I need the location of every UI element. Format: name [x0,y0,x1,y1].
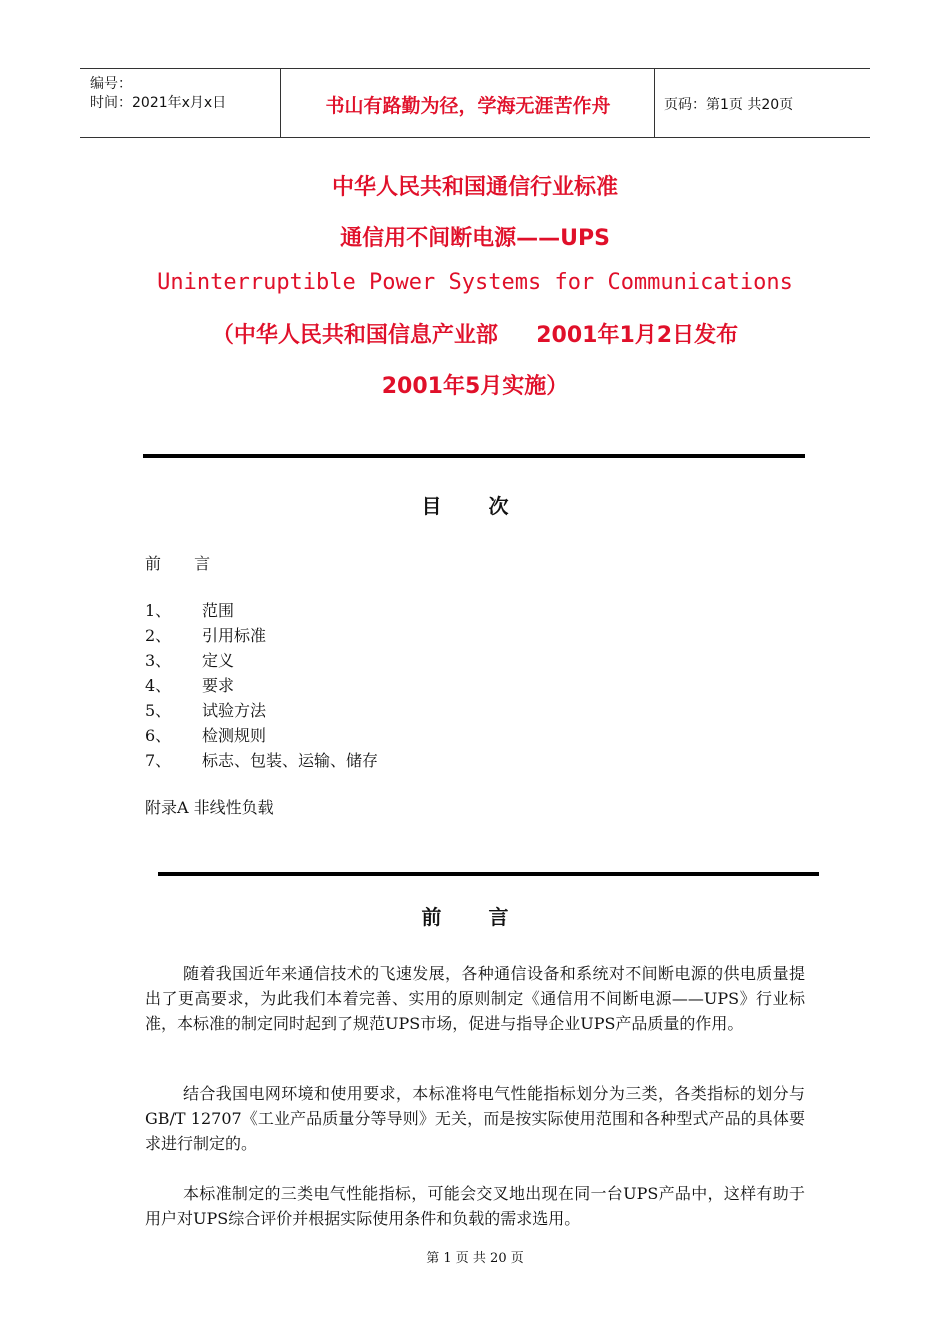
toc-item [145,748,378,773]
page-footer: 第 1 页 共 20 页 [426,1251,524,1266]
document-effective-line: 2001年5月实施） [381,374,569,399]
toc-item-label: 定义 [202,651,235,670]
preface-paragraph: 随着我国近年来通信技术的飞速发展，各种通信设备和系统对不间断电源的供电质量提出了更高要求，为此我们本着完善、实用的原则制定《通信用不间断电源——UPS》行业标准，本标准的制定同时起到了规范UPS市场，促进与指导企业UPS产品质量的作用。 [145,964,805,1033]
toc-item-number: 7、 [145,751,172,770]
toc-item-label: 试验方法 [202,701,267,720]
toc-item [145,723,378,748]
toc-item [145,648,378,673]
toc-item-label: 标志、包装、运输、储存 [202,751,379,770]
header-motto: 书山有路勤为径，学海无涯苦作舟 [325,95,611,117]
header-page-label: 页码：第1页 共20页 [664,97,794,113]
toc-item-label: 引用标准 [202,626,267,645]
header-divider [280,69,281,137]
document-publish-line: （中华人民共和国信息产业部 2001年1月2日发布 [211,323,739,348]
toc-appendix: 附录A 非线性负载 [145,798,274,817]
toc-list [145,598,378,773]
toc-item-number: 3、 [145,651,172,670]
document-header [80,68,870,138]
document-title-line-1: 中华人民共和国通信行业标准 [331,175,618,200]
toc-item [145,698,378,723]
document-time-label: 时间：2021年x月x日 [90,95,227,111]
toc-heading: 目 次 [421,494,529,518]
toc-item-number: 6、 [145,726,172,745]
document-title-english: Uninterruptible Power Systems for Communications [157,270,793,295]
toc-item-label: 检测规则 [202,726,267,745]
preface-paragraph: 本标准制定的三类电气性能指标，可能会交叉地出现在同一台UPS产品中，这样有助于用户对UPS综合评价并根据实际使用条件和负载的需求选用。 [145,1184,805,1228]
toc-item [145,623,378,648]
document-title-line-2: 通信用不间断电源——UPS [340,226,610,251]
toc-item-number: 4、 [145,676,172,695]
header-meta-cell [80,69,280,137]
toc-item-label: 范围 [202,601,235,620]
document-number-label: 编号： [90,76,132,92]
toc-preface: 前 言 [145,554,225,573]
toc-item [145,598,378,623]
toc-item-number: 1、 [145,601,172,620]
toc-item [145,673,378,698]
toc-item-label: 要求 [202,676,235,695]
preface-heading: 前 言 [421,905,529,929]
toc-item-number: 2、 [145,626,172,645]
toc-item-number: 5、 [145,701,172,720]
section-divider [143,454,805,458]
section-divider [158,872,819,876]
header-divider [654,69,655,137]
preface-paragraph: 结合我国电网环境和使用要求，本标准将电气性能指标划分为三类，各类指标的划分与GB/T 12707《工业产品质量分等导则》无关，而是按实际使用范围和各种型式产品的具体要求进行制定的。 [145,1084,805,1153]
